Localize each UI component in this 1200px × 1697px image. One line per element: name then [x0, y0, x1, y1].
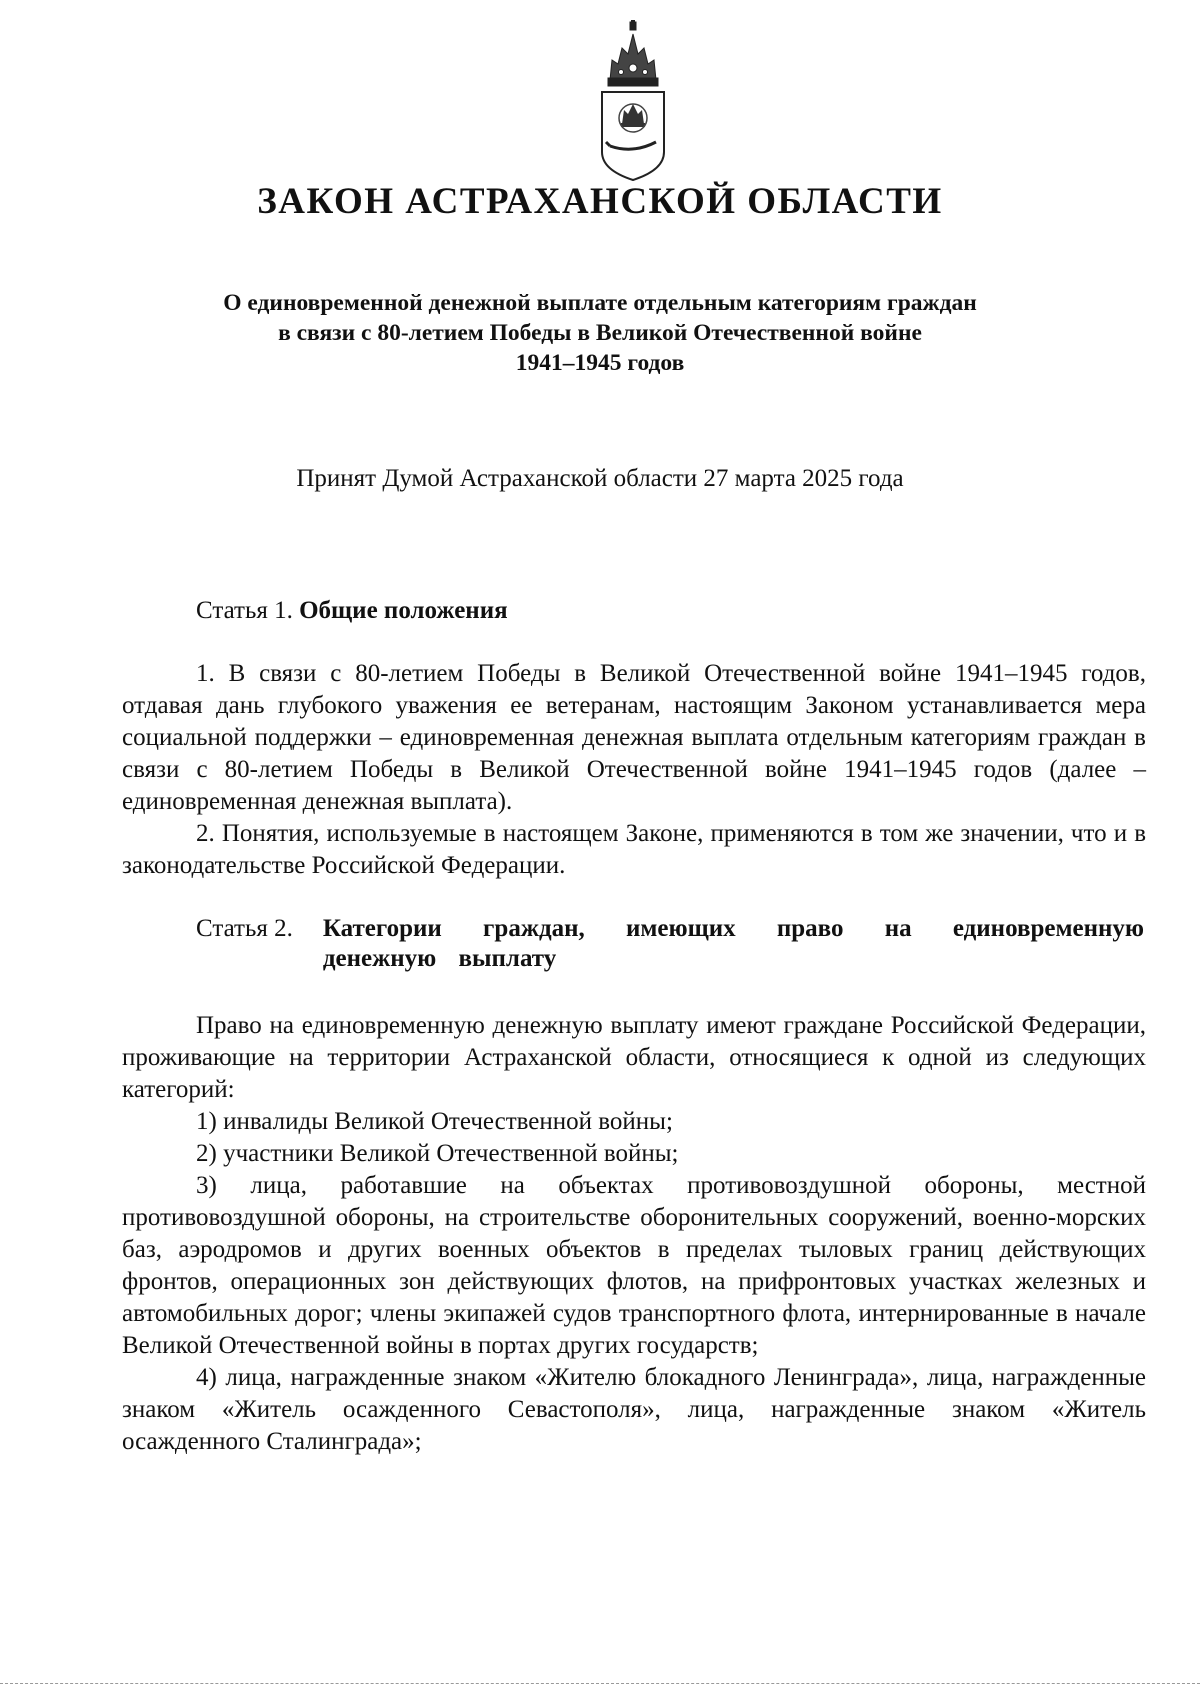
article-2-body: [122, 1010, 1146, 1458]
article-2-title: Категории граждан, имеющих право на единовременную денежную выплату: [322, 915, 1144, 972]
article-1-label: Статья 1.: [196, 597, 293, 624]
article-1-heading: [196, 596, 508, 626]
paragraph: Право на единовременную денежную выплату имеют граждане Российской Федерации, проживающие на территории Астраханской области, относящиеся к одной из следующих категорий:: [122, 1012, 1146, 1103]
paragraph: 1. В связи с 80-летием Победы в Великой Отечественной войне 1941–1945 годов, отдавая дань глубокого уважения ее ветеранам, настоящим Законом устанавливается мера социальной поддержки – единовременная денежная выплата отдельным категориям граждан в связи с 80-летием Победы в Великой Отечественной войне 1941–1945 годов (далее – единовременная денежная выплата).: [122, 660, 1146, 815]
article-1-title: Общие положения: [299, 597, 508, 624]
list-item: 4) лица, награжденные знаком «Жителю блокадного Ленинграда», лица, награжденные знаком «Житель осажденного Севастополя», лица, награжденные знаком «Житель осажденного Сталинграда»;: [122, 1364, 1146, 1455]
law-subtitle: [100, 288, 1100, 378]
subtitle-line: 1941–1945 годов: [515, 350, 685, 376]
page-title: ЗАКОН АСТРАХАНСКОЙ ОБЛАСТИ: [257, 181, 943, 222]
list-item: 1) инвалиды Великой Отечественной войны;: [196, 1108, 673, 1135]
subtitle-line: в связи с 80-летием Победы в Великой Отечественной войне: [278, 320, 922, 346]
coat-of-arms-icon: [588, 20, 678, 185]
page-edge-divider: [0, 1683, 1200, 1684]
adoption-note: Принят Думой Астраханской области 27 марта 2025 года: [296, 465, 904, 492]
subtitle-line: О единовременной денежной выплате отдельным категориям граждан: [223, 290, 977, 316]
paragraph: 2. Понятия, используемые в настоящем Законе, применяются в том же значении, что и в законодательстве Российской Федерации.: [122, 820, 1146, 879]
article-1-body: [122, 658, 1146, 882]
article-2-label: Статья 2.: [196, 915, 293, 942]
article-2-heading: [196, 914, 1144, 974]
list-item: 2) участники Великой Отечественной войны;: [196, 1140, 679, 1167]
list-item: 3) лица, работавшие на объектах противовоздушной обороны, местной противовоздушной обороны, на строительстве оборонительных сооружений, военно-морских баз, аэродромов и других военных объектов в пределах тыловых границ действующих фронтов, операционных зон действующих флотов, на прифронтовых участках железных и автомобильных дорог; члены экипажей судов транспортного флота, интернированные в начале Великой Отечественной войны в портах других государств;: [122, 1172, 1146, 1359]
